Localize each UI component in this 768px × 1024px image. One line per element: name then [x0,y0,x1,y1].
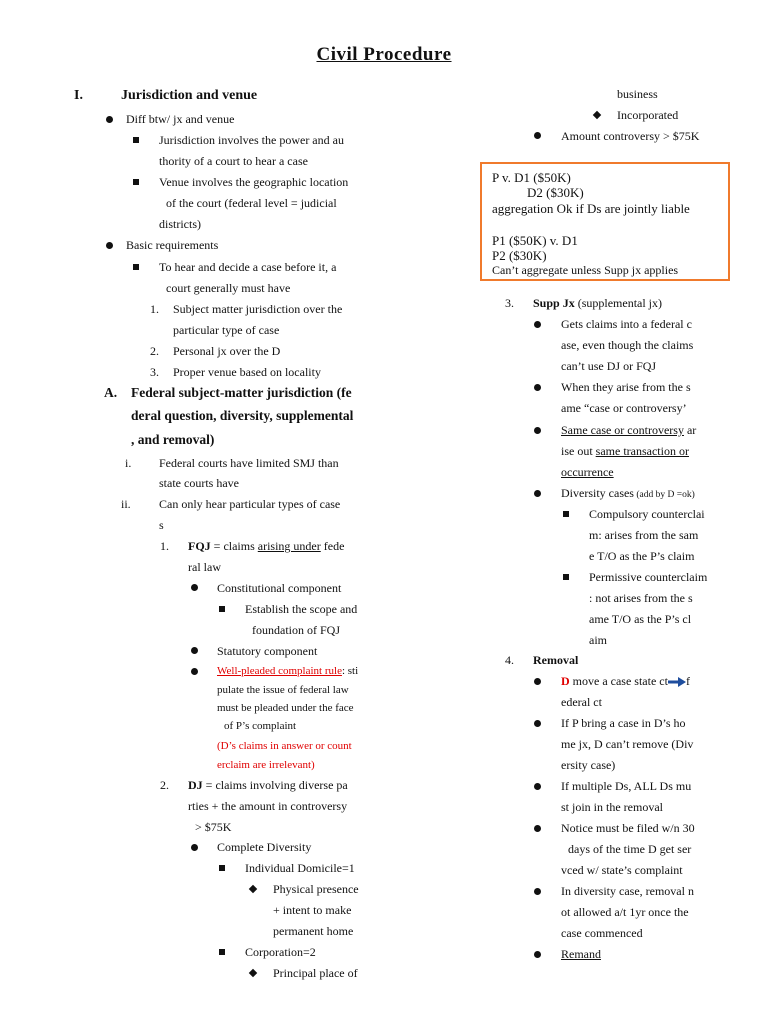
text-line: Jurisdiction involves the power and au [159,133,344,147]
text-line: days of the time D get ser [568,842,692,856]
text-line: Subject matter jurisdiction over the [173,302,343,316]
text-line: case commenced [561,926,643,940]
text-line: Incorporated [617,108,679,122]
text-line: ederal ct [561,695,602,709]
bullet-diamond-icon [249,885,257,893]
text-line: Principal place of [273,966,358,980]
text-span: fede [320,539,345,553]
box-line: aggregation Ok if Ds are jointly liable [492,201,690,216]
text-line: Amount controversy > $75K [561,129,700,143]
text-line: Permissive counterclaim [589,570,708,584]
dj-line [188,777,348,793]
bullet-square-icon [219,865,225,871]
text-line: Can only hear particular types of case [159,497,341,511]
bullet-dot-icon [534,825,541,832]
bullet-dot-icon [191,668,198,675]
fqj-line [188,538,344,554]
subsection-heading: Federal subject-matter jurisdiction (fe [131,385,352,400]
text-line: Notice must be filed w/n 30 [561,821,695,835]
box-line: P1 ($50K) v. D1 [492,233,578,248]
underlined-term: same transaction or [595,444,689,458]
text-line: ame “case or controversy’ [561,401,687,415]
fqj-term: FQJ [188,539,211,553]
text-line: rties + the amount in controversy [188,799,348,813]
text-line: If multiple Ds, ALL Ds mu [561,779,692,793]
subsection-heading: , and removal) [131,432,215,447]
text-span: move a case state ct [569,674,668,688]
page-title: Civil Procedure [316,44,452,65]
removal-move-line [561,673,690,689]
text-line: me jx, D can’t remove (Div [561,737,694,751]
text-line: state courts have [159,476,239,490]
text-span: = claims [210,539,258,553]
text-line: foundation of FQJ [252,623,340,637]
text-line: Diff btw/ jx and venue [126,112,235,126]
text-line: court generally must have [166,281,291,295]
bullet-dot-icon [534,888,541,895]
bullet-square-icon [133,137,139,143]
text-line: ame T/O as the P’s cl [589,612,692,626]
text-line: pulate the issue of federal law [217,684,349,696]
text-line: st join in the removal [561,800,663,814]
text-line: In diversity case, removal n [561,884,694,898]
bullet-dot-icon [534,490,541,497]
bullet-square-icon [563,511,569,517]
box-line: P2 ($30K) [492,248,547,263]
bullet-dot-icon [191,844,198,851]
rule-line [217,663,358,679]
bullet-dot-icon [534,384,541,391]
text-line: particular type of case [173,323,280,337]
aggregation-example-box [480,162,730,281]
text-line: m: arises from the sam [589,528,699,542]
list-number: 1. [150,302,159,316]
bullet-diamond-icon [249,969,257,977]
remand-term: Remand [561,947,601,961]
list-number: 1. [160,539,169,553]
text-line: Compulsory counterclai [589,507,705,521]
text-line: of P’s complaint [224,720,297,732]
text-line: > $75K [195,820,232,834]
list-number: 3. [505,296,514,310]
list-numeral: ii. [121,497,131,511]
text-line: Complete Diversity [217,840,312,854]
underlined-term: arising under [257,539,321,553]
bullet-square-icon [563,574,569,580]
bullet-square-icon [133,179,139,185]
red-note: erclaim are irrelevant) [217,759,315,771]
text-span: = claims involving diverse pa [202,778,348,792]
box-line: Can’t aggregate unless Supp jx applies [492,263,679,277]
arrow-right-icon [668,677,686,687]
text-line: Federal courts have limited SMJ than [159,456,339,470]
section-title: Jurisdiction and venue [121,88,258,103]
box-line: D2 ($30K) [527,185,584,200]
bullet-dot-icon [191,584,198,591]
text-span: ar [683,423,697,437]
defendant-letter: D [561,674,570,688]
text-span: ise out [561,444,596,458]
bullet-diamond-icon [593,111,601,119]
text-span: f [685,674,690,688]
text-line: Venue involves the geographic location [159,175,349,189]
text-line: If P bring a case in D’s ho [561,716,686,730]
supp-jx-line [533,295,662,311]
bullet-square-icon [219,606,225,612]
underlined-term: occurrence [561,465,614,479]
list-number: 3. [150,365,159,379]
text-line: Basic requirements [126,238,219,252]
text-span: Diversity cases [561,486,634,500]
text-line: business [617,87,658,101]
text-line: ersity case) [561,758,616,772]
underlined-term: Same case or controversy [561,423,684,437]
bullet-dot-icon [534,132,541,139]
list-number: 4. [505,653,514,667]
same-transaction-line [561,443,689,459]
diversity-cases-line [561,485,695,503]
text-line: + intent to make [273,903,352,917]
text-line: thority of a court to hear a case [159,154,308,168]
text-line: Statutory component [217,644,318,658]
text-line: ot allowed a/t 1yr once the [561,905,689,919]
bullet-dot-icon [534,951,541,958]
text-line: must be pleaded under the face [217,702,354,714]
text-line: Gets claims into a federal c [561,317,692,331]
bullet-square-icon [219,949,225,955]
dj-term: DJ [188,778,203,792]
bullet-dot-icon [534,783,541,790]
text-line: : not arises from the s [589,591,693,605]
bullet-dot-icon [191,647,198,654]
text-line: ase, even though the claims [561,338,694,352]
same-case-line [561,422,696,438]
text-line: Proper venue based on locality [173,365,321,379]
text-line: can’t use DJ or FQJ [561,359,657,373]
bullet-dot-icon [534,427,541,434]
small-note: (add by D =ok) [633,490,695,500]
text-line: ral law [188,560,221,574]
bullet-dot-icon [534,321,541,328]
text-span: : sti [341,665,359,677]
text-line: To hear and decide a case before it, a [159,260,337,274]
text-line: Corporation=2 [245,945,316,959]
box-line: P v. D1 ($50K) [492,170,571,185]
text-span: (supplemental jx) [574,296,663,310]
well-pleaded-rule-term: Well-pleaded complaint rule [217,665,342,677]
text-line: vced w/ state’s complaint [561,863,683,877]
section-number: I. [74,88,83,103]
bullet-dot-icon [106,116,113,123]
list-numeral: i. [125,456,132,470]
text-line: Establish the scope and [245,602,358,616]
text-line: aim [589,633,607,647]
text-line: Individual Domicile=1 [245,861,355,875]
subsection-heading: deral question, diversity, supplemental [131,408,354,423]
text-line: districts) [159,217,201,231]
supp-jx-term: Supp Jx [533,296,575,310]
removal-heading: Removal [533,653,579,667]
list-number: 2. [160,778,169,792]
bullet-dot-icon [534,678,541,685]
list-number: 2. [150,344,159,358]
text-line: e T/O as the P’s claim [589,549,695,563]
bullet-dot-icon [106,242,113,249]
red-note: (D’s claims in answer or count [217,740,352,752]
text-line: s [159,518,164,532]
text-line: of the court (federal level = judicial [166,196,337,210]
bullet-square-icon [133,264,139,270]
text-line: Constitutional component [217,581,342,595]
text-line: When they arise from the s [561,380,691,394]
subsection-number: A. [104,385,118,400]
text-line: permanent home [273,924,354,938]
bullet-dot-icon [534,720,541,727]
text-line: Physical presence [273,882,359,896]
text-line: Personal jx over the D [173,344,281,358]
